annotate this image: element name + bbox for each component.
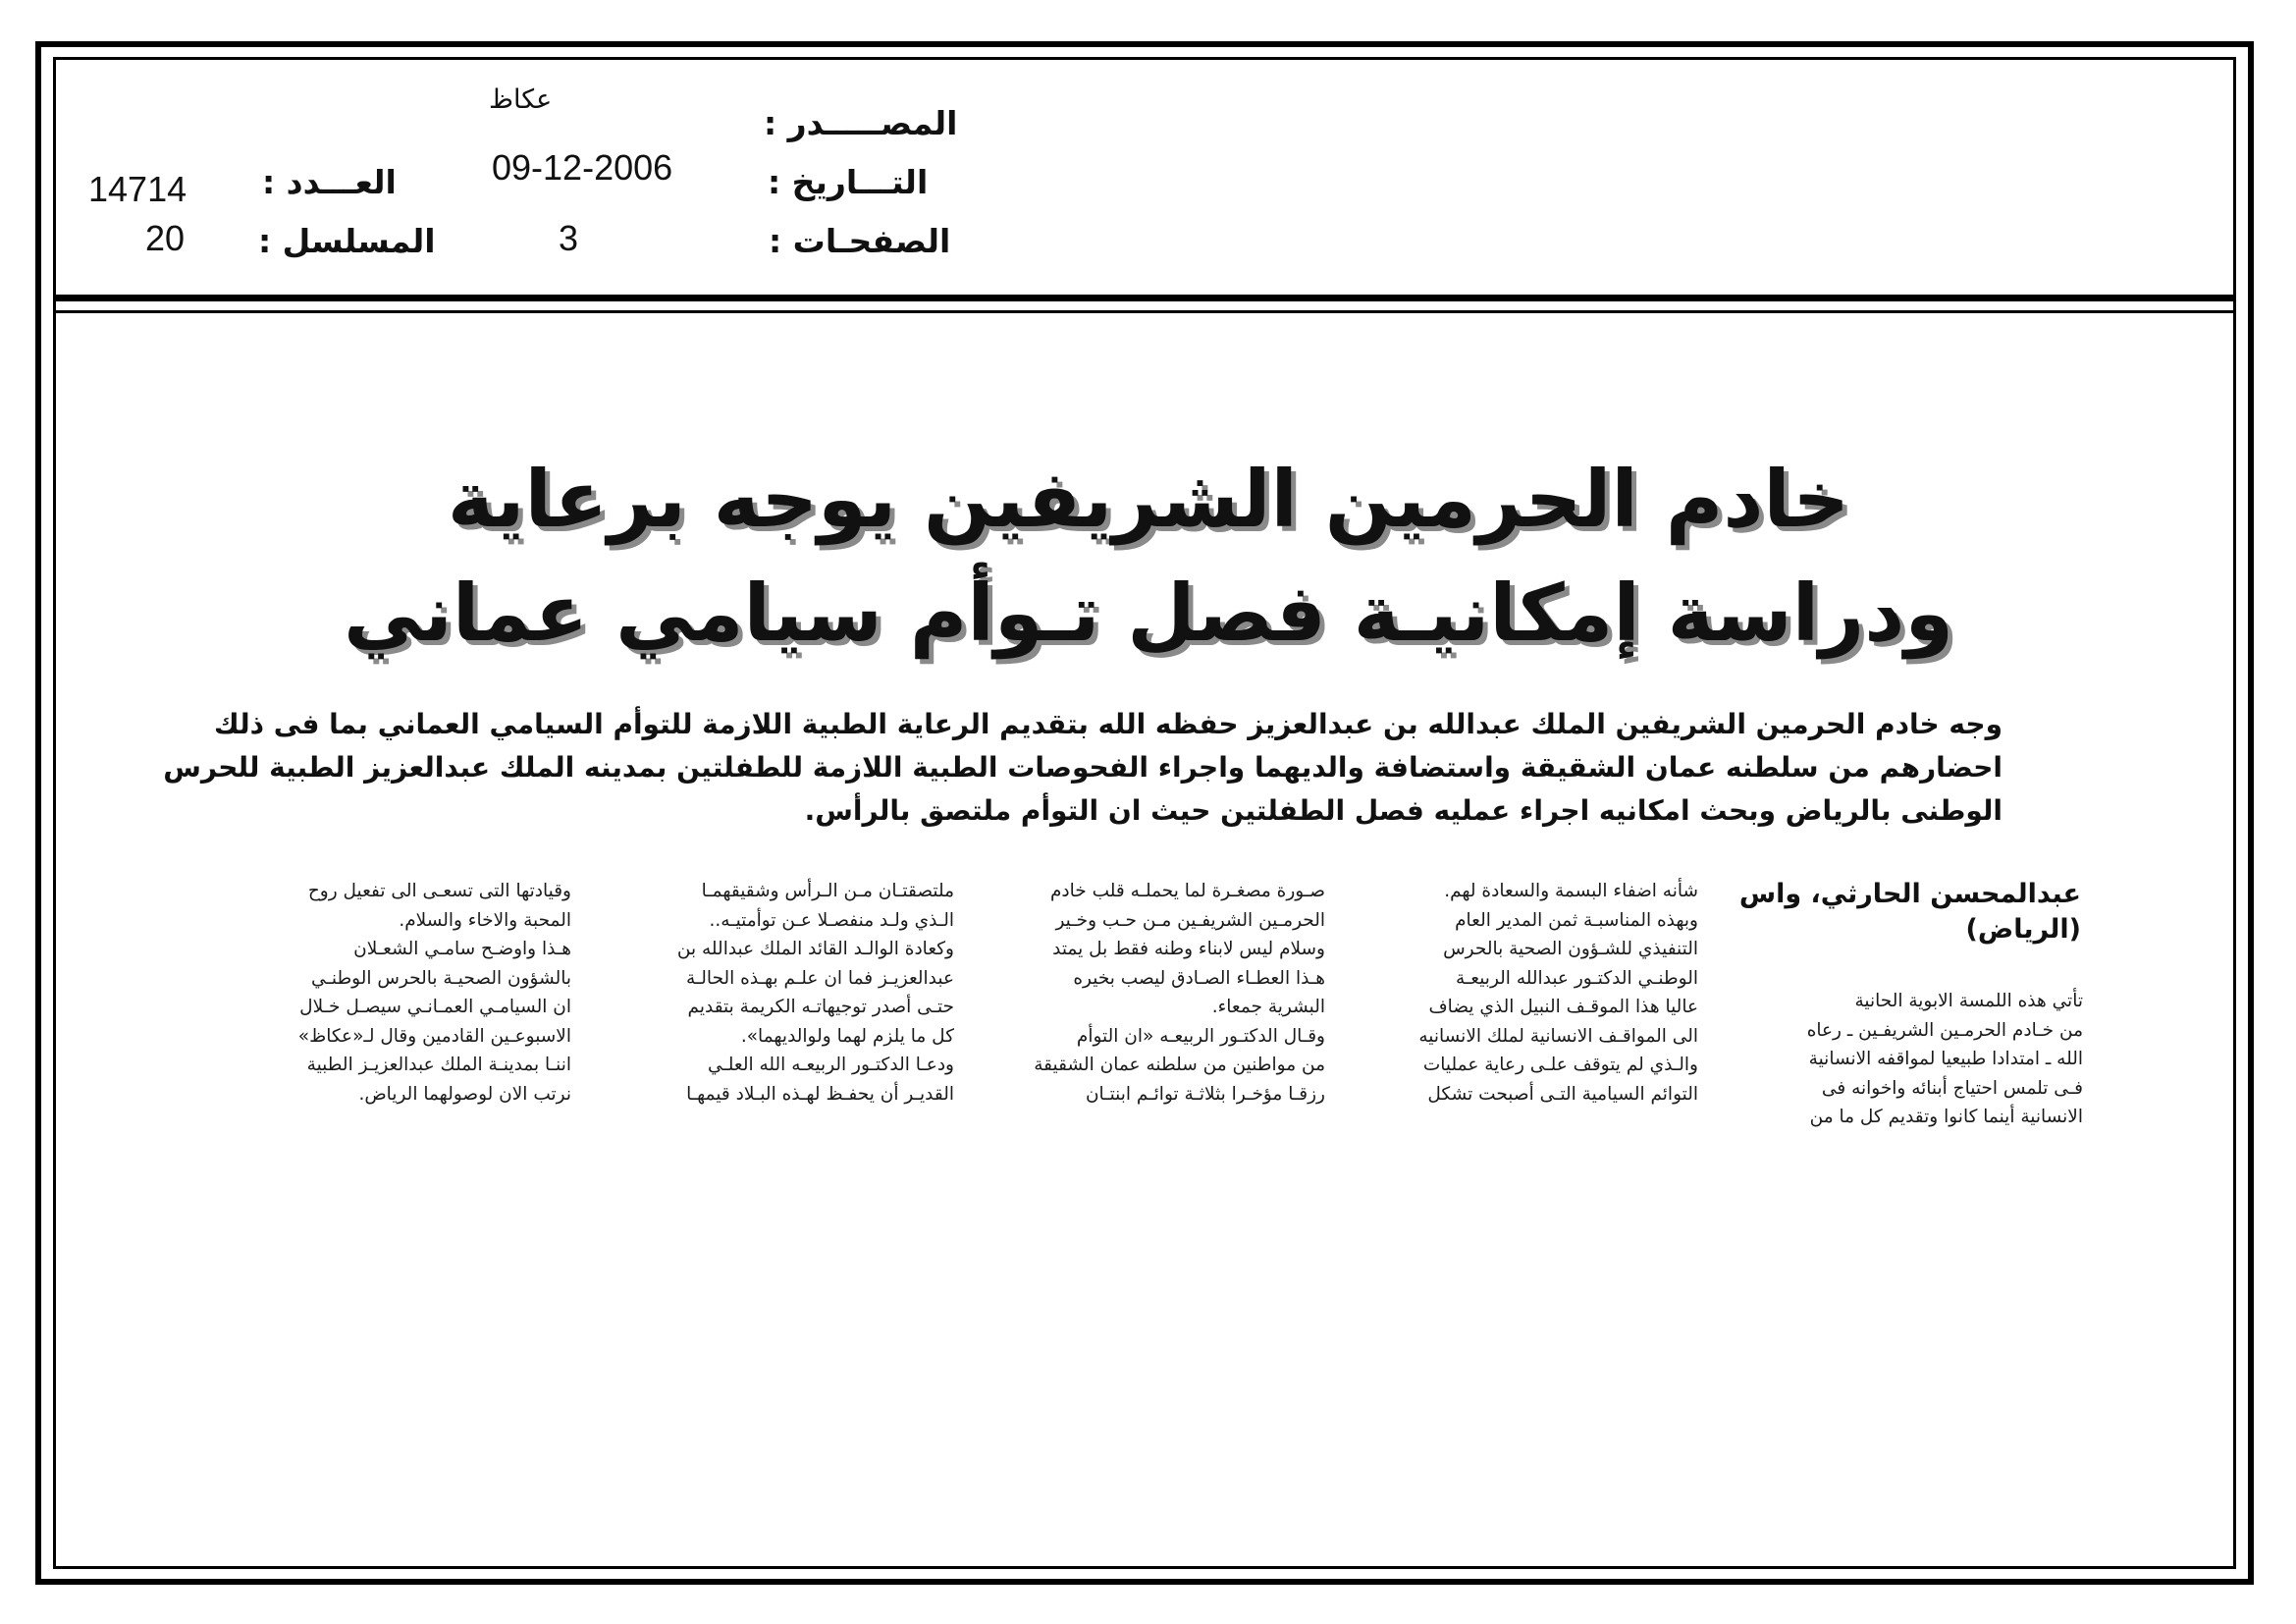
source-label: المصـــــدر :	[764, 104, 958, 142]
issue-value: 14714	[88, 169, 187, 209]
column-line: وبهذه المناسبـة ثمن المدير العام	[1455, 909, 1698, 931]
column-line: ملتصقتـان مـن الـرأس وشقيقهمـا	[701, 881, 954, 901]
column-line: نرتب الان لوصولهما الرياض.	[358, 1083, 571, 1105]
serial-label: المسلسل :	[258, 222, 436, 260]
lead-line: وجه خادم الحرمين الشريفين الملك عبدالله بن عبدالعزيز حفظه الله بتقديم الرعاية الطبية اللازمة للتوأم السيامي العماني بما فى ذلك	[214, 708, 2002, 740]
date-label: التـــاريخ :	[768, 163, 929, 201]
lead-paragraph	[163, 703, 2002, 833]
issue-label: العـــدد :	[262, 163, 397, 201]
column-line: الى المواقـف الانسانية لملك الانسانيه	[1418, 1025, 1698, 1047]
article-column-1	[1739, 987, 2083, 1132]
column-line: الوطنـي الدكتـور عبدالله الربيعـة	[1455, 967, 1698, 989]
headline-line-2: ودراسة إمكانيـة فصل تـوأم سيامي عماني	[343, 568, 1954, 659]
column-line: شأنه اضفاء البسمة والسعادة لهم.	[1444, 881, 1698, 901]
column-line: رزقـا مؤخـرا بثلاثـة توائـم ابنتـان	[1085, 1083, 1325, 1105]
header-divider	[53, 295, 2236, 301]
column-line: هـذا العطـاء الصـادق ليصب بخيره	[1073, 967, 1325, 989]
column-line: عاليا هذا الموقـف النبيل الذي يضاف	[1428, 997, 1698, 1017]
column-line: كل ما يلزم لهما ولوالديهما».	[740, 1025, 954, 1047]
column-line: الحرمـين الشريفـين مـن حـب وخـير	[1055, 909, 1325, 931]
column-line: حتـى أصدر توجيهاتـه الكريمة بتقديم	[687, 997, 954, 1017]
column-line: من خـادم الحرمـين الشريفـين ـ رعاه	[1806, 1019, 2083, 1041]
article-column-3	[982, 877, 1325, 1109]
byline	[1728, 877, 2081, 947]
column-line: اننـا بمدينـة الملك عبدالعزيـز الطبية	[306, 1055, 571, 1075]
article-column-4	[611, 877, 954, 1109]
column-line: من مواطنين من سلطنه عمان الشقيقة	[1034, 1055, 1325, 1075]
column-line: ودعـا الدكتـور الربيعـه الله العلـي	[707, 1055, 954, 1075]
column-line: وقيادتها التى تسعـى الى تفعيل روح	[307, 881, 571, 901]
column-line: الانسانية أينما كانوا وتقديم كل ما من	[1809, 1107, 2083, 1127]
column-line: صـورة مصغـرة لما يحملـه قلب خادم	[1049, 881, 1325, 901]
column-line: فـى تلمس احتياج أبنائه واخوانه فى	[1821, 1077, 2083, 1099]
column-line: وسلام ليس لابناء وطنه فقط بل يمتد	[1052, 939, 1325, 959]
column-line: الاسبوعـين القادمين وقال لـ«عكاظ»	[297, 1025, 571, 1047]
column-line: القديـر أن يحفـظ لهـذه البـلاد قيمهـا	[686, 1083, 954, 1105]
column-line: بالشؤون الصحيـة بالحرس الوطنـي	[311, 967, 571, 989]
source-value: عكاظ	[489, 84, 553, 115]
pages-value: 3	[559, 218, 579, 258]
column-line: التنفيذي للشـؤون الصحية بالحرس	[1443, 939, 1698, 959]
column-line: ان السيامـي العمـانـي سيصـل خـلال	[299, 997, 571, 1017]
pages-label: الصفحـات :	[769, 222, 951, 260]
byline-location: (الرياض)	[1965, 914, 2081, 945]
serial-value: 20	[145, 218, 186, 258]
article-column-2	[1355, 877, 1698, 1109]
column-line: وقـال الدكتـور الربيعـه «ان التوأم	[1076, 1025, 1325, 1047]
date-value: 09-12-2006	[492, 147, 673, 188]
byline-author: عبدالمحسن الحارثي، واس	[1738, 879, 2081, 909]
article-column-5	[228, 877, 571, 1109]
column-line: التوائم السيامية التـى أصبحت تشكل	[1427, 1083, 1698, 1105]
column-line: تأتي هذه اللمسة الابوية الحانية	[1854, 991, 2083, 1011]
column-line: والـذي لم يتوقف علـى رعاية عمليات	[1422, 1055, 1698, 1075]
column-line: المحبة والاخاء والسلام.	[399, 909, 571, 931]
lead-line: احضارهم من سلطنه عمان الشقيقة واستضافة والديهما واجراء الفحوصات الطبية اللازمة للطفلتين بمدينه الملك عبدالعزيز الطبية للحرس	[163, 751, 2002, 784]
column-line: وكعادة الوالـد القائد الملك عبدالله بن	[676, 939, 954, 959]
column-line: البشرية جمعاء.	[1211, 997, 1325, 1017]
column-line: عبدالعزيـز فما ان علـم بهـذه الحالـة	[685, 967, 954, 989]
column-line: هـذا واوضـح سامـي الشعـلان	[353, 939, 571, 959]
column-line: الله ـ امتدادا طبيعيا لمواقفه الانسانية	[1808, 1049, 2083, 1069]
header-divider-thin	[53, 310, 2236, 313]
column-line: الـذي ولـد منفصـلا عـن توأمتيـه..	[709, 909, 954, 931]
lead-line: الوطنى بالرياض وبحث امكانيه اجراء عمليه فصل الطفلتين حيث ان التوأم ملتصق بالرأس.	[804, 794, 2002, 827]
headline-line-1: خادم الحرمين الشريفين يوجه برعاية	[447, 454, 1850, 545]
